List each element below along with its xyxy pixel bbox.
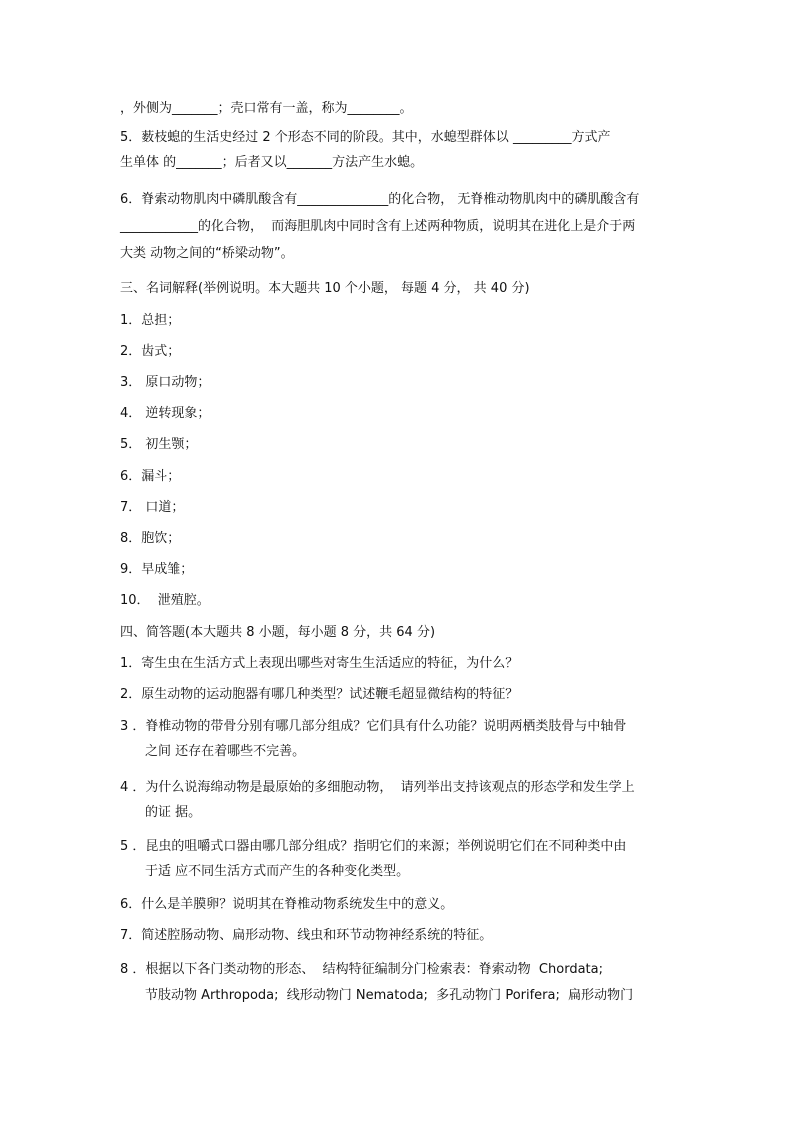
short-answer-q2: 2．原生动物的运动胞器有哪几种类型？试述鞭毛超显微结构的特征？ — [120, 687, 519, 702]
short-answer-q6: 6．什么是羊膜卵？说明其在脊椎动物系统发生中的意义。 — [120, 897, 454, 912]
section3-heading: 三、名词解释(举例说明。本大题共 10 个小题， 每题 4 分， 共 40 分) — [120, 281, 530, 296]
short-answer-q1: 1．寄生虫在生活方式上表现出哪些对寄生生活适应的特征，为什么？ — [120, 656, 519, 671]
fill-in-line-a: ，外侧为_______；壳口常有一盖，称为________。 — [120, 101, 413, 116]
fill-in-q6-line3: 大类 动物之间的“桥梁动物”。 — [120, 246, 294, 261]
term-item: 8．胞饮； — [120, 531, 181, 546]
term-item: 4． 逆转现象； — [120, 406, 211, 421]
short-answer-q7: 7．简述腔肠动物、扁形动物、线虫和环节动物神经系统的特征。 — [120, 928, 493, 943]
section4-heading: 四、简答题(本大题共 8 小题，每小题 8 分，共 64 分) — [120, 625, 436, 640]
term-item: 10． 泄殖腔。 — [120, 593, 210, 608]
term-item: 2．齿式； — [120, 344, 181, 359]
fill-in-q6-line2: ____________的化合物， 而海胆肌肉中同时含有上述两种物质，说明其在进化上是介于两 — [120, 219, 636, 234]
short-answer-q5-line2: 于适 应不同生活方式而产生的各种变化类型。 — [145, 864, 410, 879]
term-item: 3． 原口动物； — [120, 375, 211, 390]
short-answer-q4-line1: 4 ．为什么说海绵动物是最原始的多细胞动物， 请列举出支持该观点的形态学和发生学上 — [120, 780, 635, 795]
short-answer-q4-line2: 的证 据。 — [145, 805, 202, 820]
term-item: 6．漏斗； — [120, 469, 181, 484]
term-item: 5． 初生颚； — [120, 437, 198, 452]
fill-in-q5-line2: 生单体 的_______；后者又以_______方法产生水螅。 — [120, 155, 424, 170]
short-answer-q8-line1: 8 ．根据以下各门类动物的形态、 结构特征编制分门检索表：脊索动物 Chordata; — [120, 962, 603, 977]
term-item: 9．早成雏； — [120, 562, 194, 577]
short-answer-q5-line1: 5 ．昆虫的咀嚼式口器由哪几部分组成？指明它们的来源；举例说明它们在不同种类中由 — [120, 839, 627, 854]
short-answer-q3-line1: 3 ．脊椎动物的带骨分别有哪几部分组成？它们具有什么功能？说明两栖类肢骨与中轴骨 — [120, 719, 627, 734]
term-item: 7． 口道； — [120, 500, 185, 515]
short-answer-q8-line2: 节肢动物 Arthropoda; 线形动物门 Nematoda; 多孔动物门 Porifera; 扁形动物门 — [145, 988, 634, 1003]
short-answer-q3-line2: 之间 还存在着哪些不完善。 — [145, 744, 306, 759]
fill-in-q5-line1: 5．薮枝螅的生活史经过 2 个形态不同的阶段。其中，水螅型群体以 _________方式产 — [120, 130, 611, 145]
term-item: 1．总担； — [120, 313, 181, 328]
fill-in-q6-line1: 6．脊索动物肌肉中磷肌酸含有______________的化合物， 无脊椎动物肌肉中的磷肌酸含有 — [120, 192, 640, 207]
